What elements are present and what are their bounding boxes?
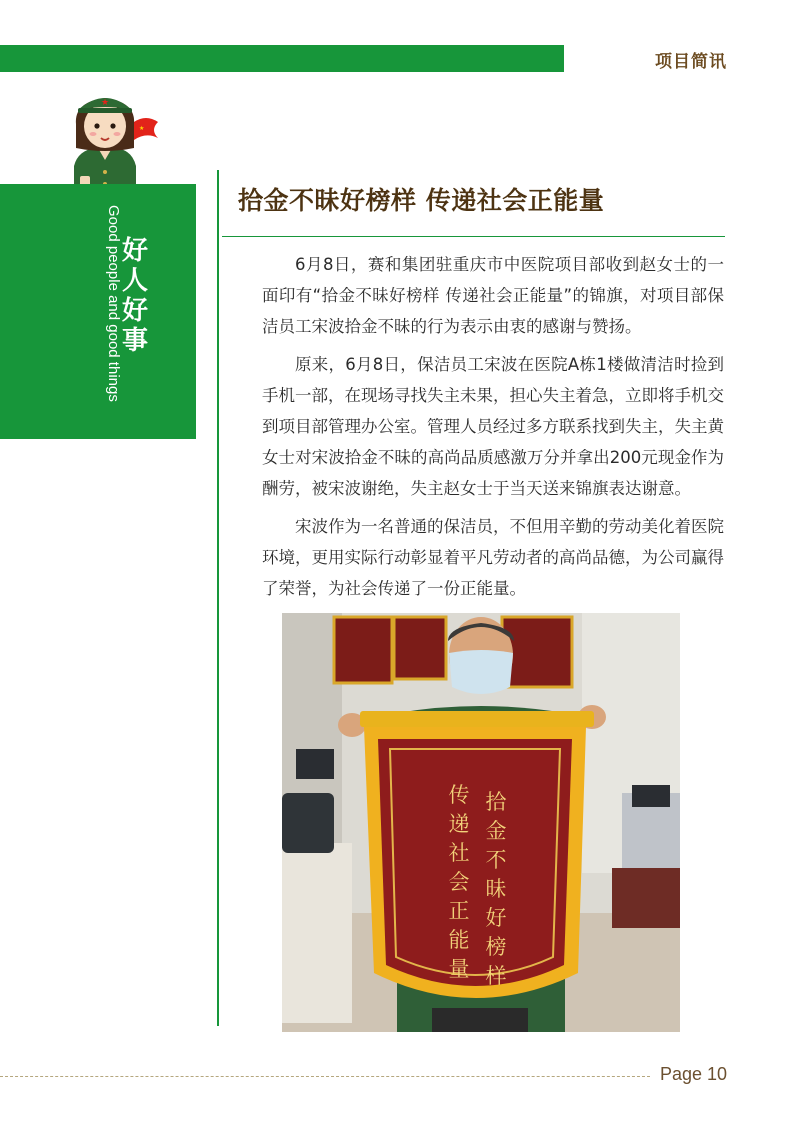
- article-body: [262, 249, 724, 611]
- banner-char: 拾: [485, 790, 507, 814]
- svg-text:★: ★: [139, 125, 145, 132]
- section-title: 项目简讯: [655, 52, 727, 72]
- sidebar-char: 事: [121, 326, 148, 356]
- sidebar-char: 人: [121, 266, 148, 296]
- banner-char: 递: [448, 812, 470, 836]
- banner-char: 正: [448, 899, 470, 923]
- sidebar-label-en: Good people and good things: [105, 205, 122, 402]
- banner-char: 昧: [485, 877, 507, 901]
- article-photo: [282, 613, 680, 1032]
- banner-char: 榜: [485, 935, 507, 959]
- paragraph: 原来，6月8日，保洁员工宋波在医院A栋1楼做清洁时捡到手机一部，在现场寻找失主未果，担心失主着急，立即将手机交到项目部管理办公室。管理人员经过多方联系找到失主，失主黄女士对宋波拾金不昧的高尚品质感激万分并拿出200元现金作为酬劳，被宋波谢绝，失主赵女士于当天送来锦旗表达谢意。: [262, 355, 724, 498]
- sidebar-char: 好: [121, 296, 148, 326]
- sidebar-label-cn: [118, 236, 152, 356]
- footer-dashed-rule: [0, 1076, 650, 1077]
- banner-text-line1: [482, 788, 510, 991]
- sidebar-char: 好: [121, 236, 148, 266]
- banner-char: 样: [485, 964, 507, 988]
- banner-char: 好: [485, 906, 507, 930]
- banner-text-line2: [445, 781, 473, 984]
- title-underline: [222, 236, 725, 237]
- banner-char: 量: [448, 957, 470, 981]
- banner-char: 不: [485, 848, 507, 872]
- paragraph: 宋波作为一名普通的保洁员，不但用辛勤的劳动美化着医院环境，更用实际行动彰显着平凡劳动者的高尚品德，为公司赢得了荣誉，为社会传递了一份正能量。: [262, 517, 724, 598]
- vertical-divider: [217, 170, 219, 1026]
- banner-char: 会: [448, 870, 470, 894]
- banner-char: 金: [485, 819, 507, 843]
- svg-text:★: ★: [101, 98, 110, 108]
- article-title: 拾金不昧好榜样 传递社会正能量: [238, 186, 605, 215]
- paragraph: 6月8日，赛和集团驻重庆市中医院项目部收到赵女士的一面印有“拾金不昧好榜样 传递社会正能量”的锦旗，对项目部保洁员工宋波拾金不昧的行为表示由衷的感谢与赞扬。: [262, 255, 724, 336]
- header-green-bar: [0, 45, 564, 72]
- page-number: Page 10: [660, 1064, 728, 1084]
- banner-char: 传: [448, 783, 470, 807]
- banner-char: 能: [448, 928, 470, 952]
- photo-scene: [282, 613, 680, 1032]
- banner-char: 社: [448, 841, 470, 865]
